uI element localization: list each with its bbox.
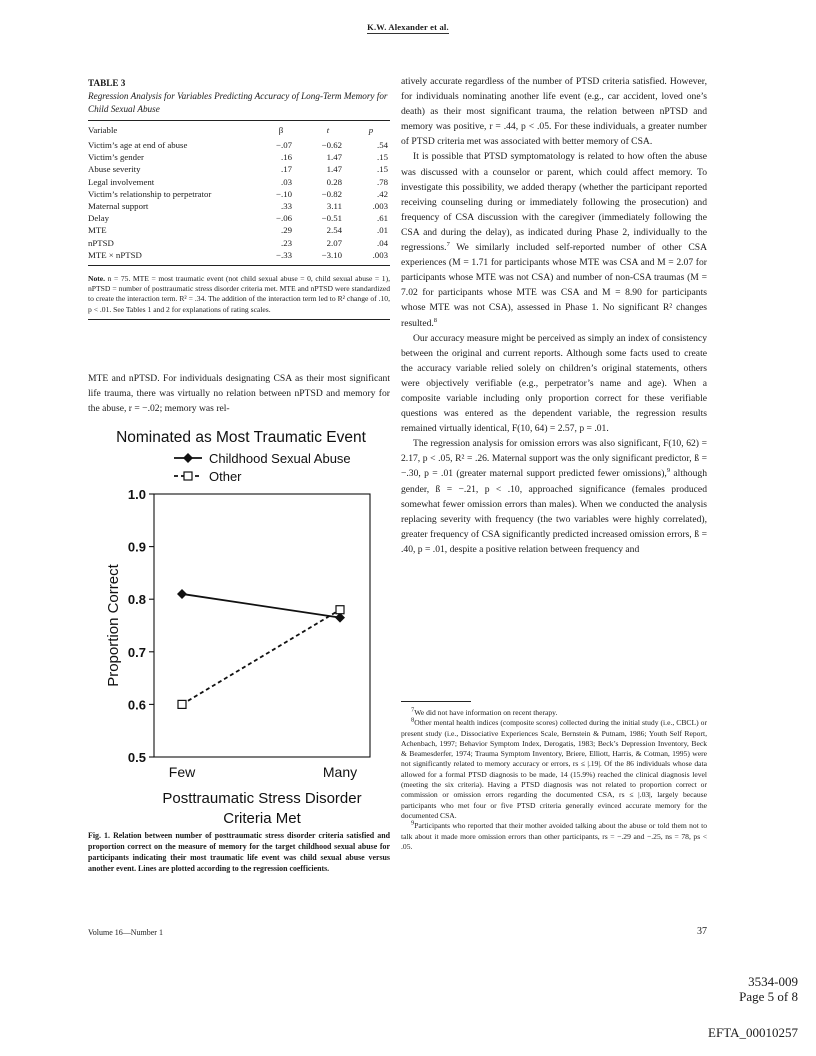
cell-beta: .16 xyxy=(281,152,292,163)
data-point-other xyxy=(336,606,344,614)
cell-variable: Victim’s age at end of abuse xyxy=(88,140,188,150)
series-line-2 xyxy=(182,610,340,705)
cell-t: 3.11 xyxy=(326,201,342,212)
table-row xyxy=(88,176,390,188)
col-header-t: t xyxy=(326,124,330,135)
cell-beta: −.33 xyxy=(276,249,292,260)
cell-beta: .23 xyxy=(281,237,292,248)
cell-t: 1.47 xyxy=(326,152,342,163)
regression-table xyxy=(88,121,390,261)
table-3 xyxy=(88,78,390,320)
right-body-text xyxy=(401,74,707,557)
footnote-8: $^8$Other mental health indices (composite scores) collected during the initial study (i.e., CBCL) or present study (i.e., Dissociative Experiences Scale, Bernstein & Putnam, 1986; Youth Self Report, Achenbach, 1997; Behavior Symptom Index, Derogatis, 1983; Beck’s Depression Inventory, Beck & Beamesderfer, 1974; Trauma Symptom Inventory, Briere, Elliott, Harris, & Cotman, 1995) were not significantly related to memory accuracy or errors, rs ≤ |.19|. Of the 86 individuals whose data allowed for a formal PTSD diagnosis to be made, 14 (15.9%) reached the clinical diagnosis level (meeting the six criteria). Having a PTSD diagnosis was not related to proportion correct or commission or omission errors regarding the documented CSA, rs ≤ |.03|, largely because participants who met four or five PTSD criteria generally evinced accurate memory for the documented CSA. xyxy=(401,716,707,820)
table-caption: Regression Analysis for Variables Predicting Accuracy of Long-Term Memory for Child Sexual Abuse xyxy=(88,91,388,114)
col-header-p: p xyxy=(368,124,374,135)
table-row xyxy=(88,188,390,200)
cell-t: −0.82 xyxy=(321,188,342,199)
paragraph-3: Our accuracy measure might be perceived as simply an index of consistency between the original and current reports. Although some facts used to create the accuracy variable relied solely on children’s original statements, others were objectively verifiable (e.g., perpetrator’s name and age). When a composite variable including only proportion correct for these verifiable questions was entered as the dependent variable, the regression results remained virtually identical, F(10, 64) = 2.57, p = .01. xyxy=(401,332,707,435)
cell-beta: .29 xyxy=(281,225,292,236)
cell-p: .15 xyxy=(377,164,388,175)
paragraph-4: The regression analysis for omission errors was also significant, F(10, 62) = 2.17, p < .05, R² = .26. Maternal support was the only significant predictor, ß = −.30, p = .01 (greater maternal support predicted fewer omissions),$^9$ although gender, ß = −.21, p < .10, approached significance (females produced somewhat fewer omission errors than males). When we conducted the analysis replacing severity with frequency (the two variables were highly correlated), greater frequency of CSA significantly predicted increased omission errors, ß = .40, p = .01, despite a positive relation between frequency and xyxy=(401,438,707,555)
y-tick-label: 0.8 xyxy=(127,592,146,608)
cell-variable: Abuse severity xyxy=(88,164,141,175)
cell-p: .15 xyxy=(377,152,388,163)
table-row xyxy=(88,249,390,261)
table-note: Note. n = 75. MTE = most traumatic event (not child sexual abuse = 0, child sexual abuse = 1), nPTSD = number of posttraumatic stress disorder criteria met. MTE and nPTSD were standardized to create the interaction term. R² = .34. The addition of the interaction term led to R² change of .10, p < .01. See Tables 1 and 2 for explanations of rating scales. xyxy=(88,274,390,314)
footnote-rule xyxy=(401,701,471,702)
col-header-beta: β xyxy=(278,124,284,135)
left-body-text: MTE and nPTSD. For individuals designating CSA as their most significant life trauma, there was virtually no relation between nPTSD and memory for the abuse, r = −.02; memory was rel- xyxy=(88,373,390,415)
table-label: TABLE 3 xyxy=(88,78,126,88)
plot-frame xyxy=(154,494,370,757)
cell-variable: Delay xyxy=(88,213,110,224)
cell-beta: −.10 xyxy=(276,188,292,199)
efta-stamp: EFTA_00010257 xyxy=(708,1025,798,1040)
x-axis-label-line1: Posttraumatic Stress Disorder xyxy=(162,790,362,807)
cell-variable: MTE × nPTSD xyxy=(88,249,142,260)
cell-beta: −.06 xyxy=(276,213,292,224)
cell-t: −0.51 xyxy=(321,213,342,224)
y-tick-label: 0.9 xyxy=(127,539,146,555)
series-line-1 xyxy=(182,594,340,618)
footnote-9: $^9$Participants who reported that their mother avoided talking about the abuse or told them not to talk about it made more omission errors than other participants, rs = −.29 and −.25, ns = 78, ps < .05. xyxy=(401,819,707,851)
cell-p: .42 xyxy=(377,188,388,199)
y-tick-label: 0.7 xyxy=(127,644,146,660)
footer-volume: Volume 16—Number 1 xyxy=(88,928,163,937)
cell-variable: nPTSD xyxy=(88,237,114,248)
table-row xyxy=(88,163,390,175)
paragraph-1: atively accurate regardless of the number of PTSD criteria satisfied. However, for individuals nominating another life event (e.g., car accident, loved one’s death) as their most significant trauma, the relation between nPTSD and memory was positive, r = .44, p < .05. For these individuals, a greater number of PTSD criteria met was associated with better memory of CSA. xyxy=(401,76,707,148)
figure-caption: Fig. 1. Relation between number of posttraumatic stress disorder criteria satisfied and proportion correct on the measure of memory for the target childhood sexual abuse for participants indicating their most traumatic life event was child sexual abuse versus another event. Lines are plotted according to the regression coefficients. xyxy=(88,831,390,873)
cell-p: .54 xyxy=(377,140,388,150)
footnote-7: $^7$We did not have information on recent therapy. xyxy=(411,706,558,717)
cell-p: .01 xyxy=(377,225,388,236)
page-stamp: Page 5 of 8 xyxy=(739,989,798,1004)
y-tick-label: 0.5 xyxy=(127,750,146,765)
cell-t: −3.10 xyxy=(321,249,342,260)
cell-beta: .33 xyxy=(281,201,292,212)
y-tick-label: 1.0 xyxy=(127,487,146,502)
cell-t: 1.47 xyxy=(326,164,342,175)
x-axis-label-line2: Criteria Met xyxy=(223,810,301,827)
legend-marker-square xyxy=(184,472,192,480)
table-row xyxy=(88,212,390,224)
data-point-csa xyxy=(177,589,187,599)
cell-beta: .17 xyxy=(281,164,292,175)
cell-variable: Maternal support xyxy=(88,201,149,212)
legend-label-1: Childhood Sexual Abuse xyxy=(209,451,351,466)
cell-t: −0.62 xyxy=(321,140,342,150)
cell-variable: Legal involvement xyxy=(88,176,155,187)
cell-p: .78 xyxy=(377,176,388,187)
doc-id-stamp: 3534-009 xyxy=(748,974,798,989)
legend-marker-diamond xyxy=(183,453,193,463)
table-row xyxy=(88,151,390,163)
x-tick-label: Many xyxy=(322,764,358,780)
cell-p: .04 xyxy=(377,237,388,248)
chart-title: Nominated as Most Traumatic Event xyxy=(116,429,366,446)
running-head: K.W. Alexander et al. xyxy=(367,22,449,32)
cell-beta: .03 xyxy=(281,176,292,187)
y-tick-label: 0.6 xyxy=(127,697,146,713)
col-header-variable: Variable xyxy=(88,124,118,135)
table-row xyxy=(88,139,390,151)
cell-variable: Victim’s gender xyxy=(88,152,144,163)
cell-t: 0.28 xyxy=(326,176,342,187)
x-tick-label: Few xyxy=(168,764,196,780)
data-point-other xyxy=(178,700,186,708)
cell-variable: MTE xyxy=(88,225,107,236)
cell-p: .61 xyxy=(377,213,388,224)
table-row xyxy=(88,237,390,249)
cell-variable: Victim’s relationship to perpetrator xyxy=(88,188,212,199)
cell-p: .003 xyxy=(372,201,388,212)
table-row xyxy=(88,224,390,236)
cell-p: .003 xyxy=(372,249,388,260)
paragraph-2: It is possible that PTSD symptomatology is related to how often the abuse was discussed with a counselor or parent, which could affect memory. To investigate this possibility, we added therapy (whether the participant reported receiving counseling during or immediately following the prosecution) and frequency of CSA discussion with the caregiver (immediately following the CSA and during the delay), as indicated during Phase 2, individually to the regressions.$^7$ We similarly included self-reported number of other CSA experiences (M = 1.71 for participants whose MTE was CSA and M = 2.07 for participants whose MTE was not CSA) and number of non-CSA traumas (M = 7.02 for participants whose MTE was CSA and M = 8.90 for participants whose MTE was not CSA), assessed in Phase 1. No significant R² changes resulted.$^8$ xyxy=(401,151,707,329)
cell-t: 2.07 xyxy=(326,237,342,248)
footer-page-number: 37 xyxy=(697,926,707,937)
line-chart xyxy=(88,422,390,834)
legend-label-2: Other xyxy=(209,469,242,484)
cell-t: 2.54 xyxy=(326,225,342,236)
footnotes xyxy=(401,708,707,852)
table-row xyxy=(88,200,390,212)
y-axis-label: Proportion Correct xyxy=(105,564,122,687)
cell-beta: −.07 xyxy=(276,140,292,150)
